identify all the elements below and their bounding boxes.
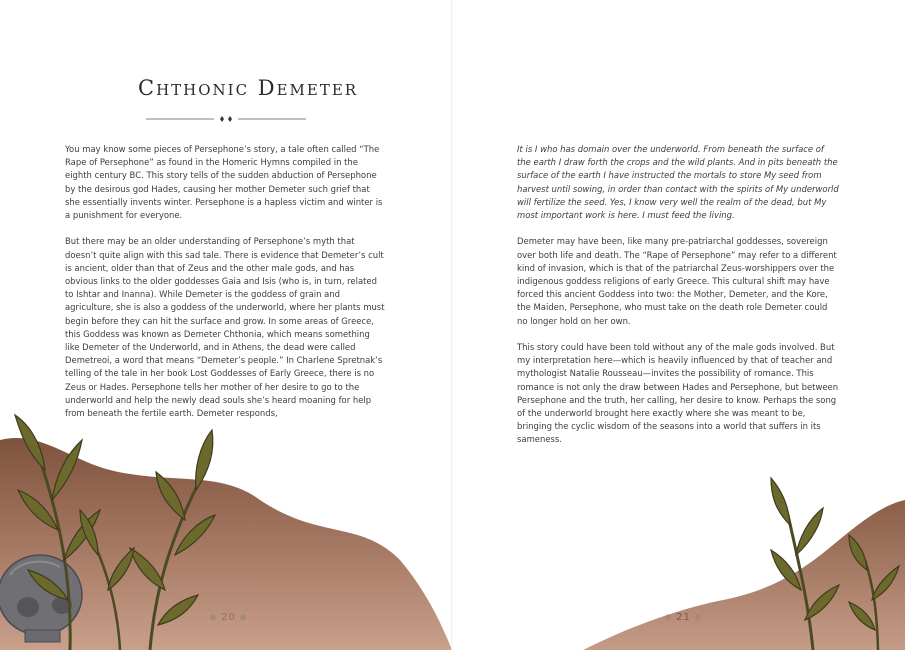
dot-icon: ● [239, 613, 247, 621]
dot-icon: ● [210, 613, 218, 621]
body-paragraph: You may know some pieces of Persephone’s story, a tale often called “The Rape of Persephone” as found in the Homeric Hymns compiled in the eighth century BC. This story tells of the sudden abduction of Persephone by the desirous god Hades, causing her mother Demeter such grief that she essentially invents winter. Persephone is a hapless victim and winter is a punishment for everyone. [65, 144, 383, 221]
left-page [0, 0, 452, 650]
right-text-column [517, 143, 839, 460]
block-quote: It is I who has domain over the underworld. From beneath the surface of the earth I draw forth the crops and the wild plants. And in pits beneath the surface of the earth I have instructed the mortals to store My seed from harvest until sowing, in order than contact with the spirits of My underworld will fertilize the seed. Yes, I know very well the realm of the dead, but My most important work is here. I must feed the living. [517, 144, 839, 221]
right-page [453, 0, 905, 650]
body-paragraph: But there may be an older understanding of Persephone’s myth that doesn’t quite align with this sad tale. There is evidence that Demeter’s cult is ancient, older than that of Zeus and the other male gods, and has obvious links to the older goddesses Gaia and Isis (who is, in turn, related to Ishtar and Inanna). While Demeter is the goddess of grain and agriculture, she is also a goddess of the underworld, where her plants must begin before they can hit the surface and grow. In some areas of Greece, this Goddess was known as Demeter Chthonia, which means something like Demeter of the Underworld, and in Athens, the dead were called Demetreoi, a word that means “Demeter’s people.” In Charlene Spretnak’s telling of the tale in her book Lost Goddesses of Early Greece, there is no Zeus or Hades. Persephone tells her mother of her desire to go to the underworld and help the newly dead souls she’s heard moaning for help from beneath the fertile earth. Demeter responds, [65, 236, 385, 419]
dot-icon: ● [694, 613, 702, 621]
page-number [661, 612, 706, 623]
page-number-value: 21 [676, 612, 691, 623]
page-title: Chthonic Demeter [138, 76, 359, 100]
dot-icon: ● [665, 613, 673, 621]
page-number [206, 612, 251, 623]
divider-ornament-icon [146, 112, 306, 126]
body-paragraph: Demeter may have been, like many pre-patriarchal goddesses, sovereign over both life and death. The “Rape of Persephone” may refer to a different kind of invasion, which is that of the patriarchal Zeus-worshippers over the indigenous goddess religions of early Greece. This cultural shift may have forced this ancient Goddess into two: the Mother, Demeter, and the Kore, the Maiden, Persephone, who must take on the death role Demeter could no longer hold on her own. [517, 236, 837, 326]
body-paragraph: This story could have been told without any of the male gods involved. But my interpretation here—which is heavily influenced by that of teacher and mythologist Natalie Rousseau—invites the possibility of romance. This romance is not only the draw between Hades and Persephone, but between Persephone and the truth, her calling, her desire to know. Perhaps the song of the underworld brought here exactly where she was meant to be, bringing the cyclic wisdom of the seasons into a world that suffers in its sameness. [517, 342, 839, 445]
left-text-column [65, 143, 385, 433]
page-number-value: 20 [221, 612, 236, 623]
